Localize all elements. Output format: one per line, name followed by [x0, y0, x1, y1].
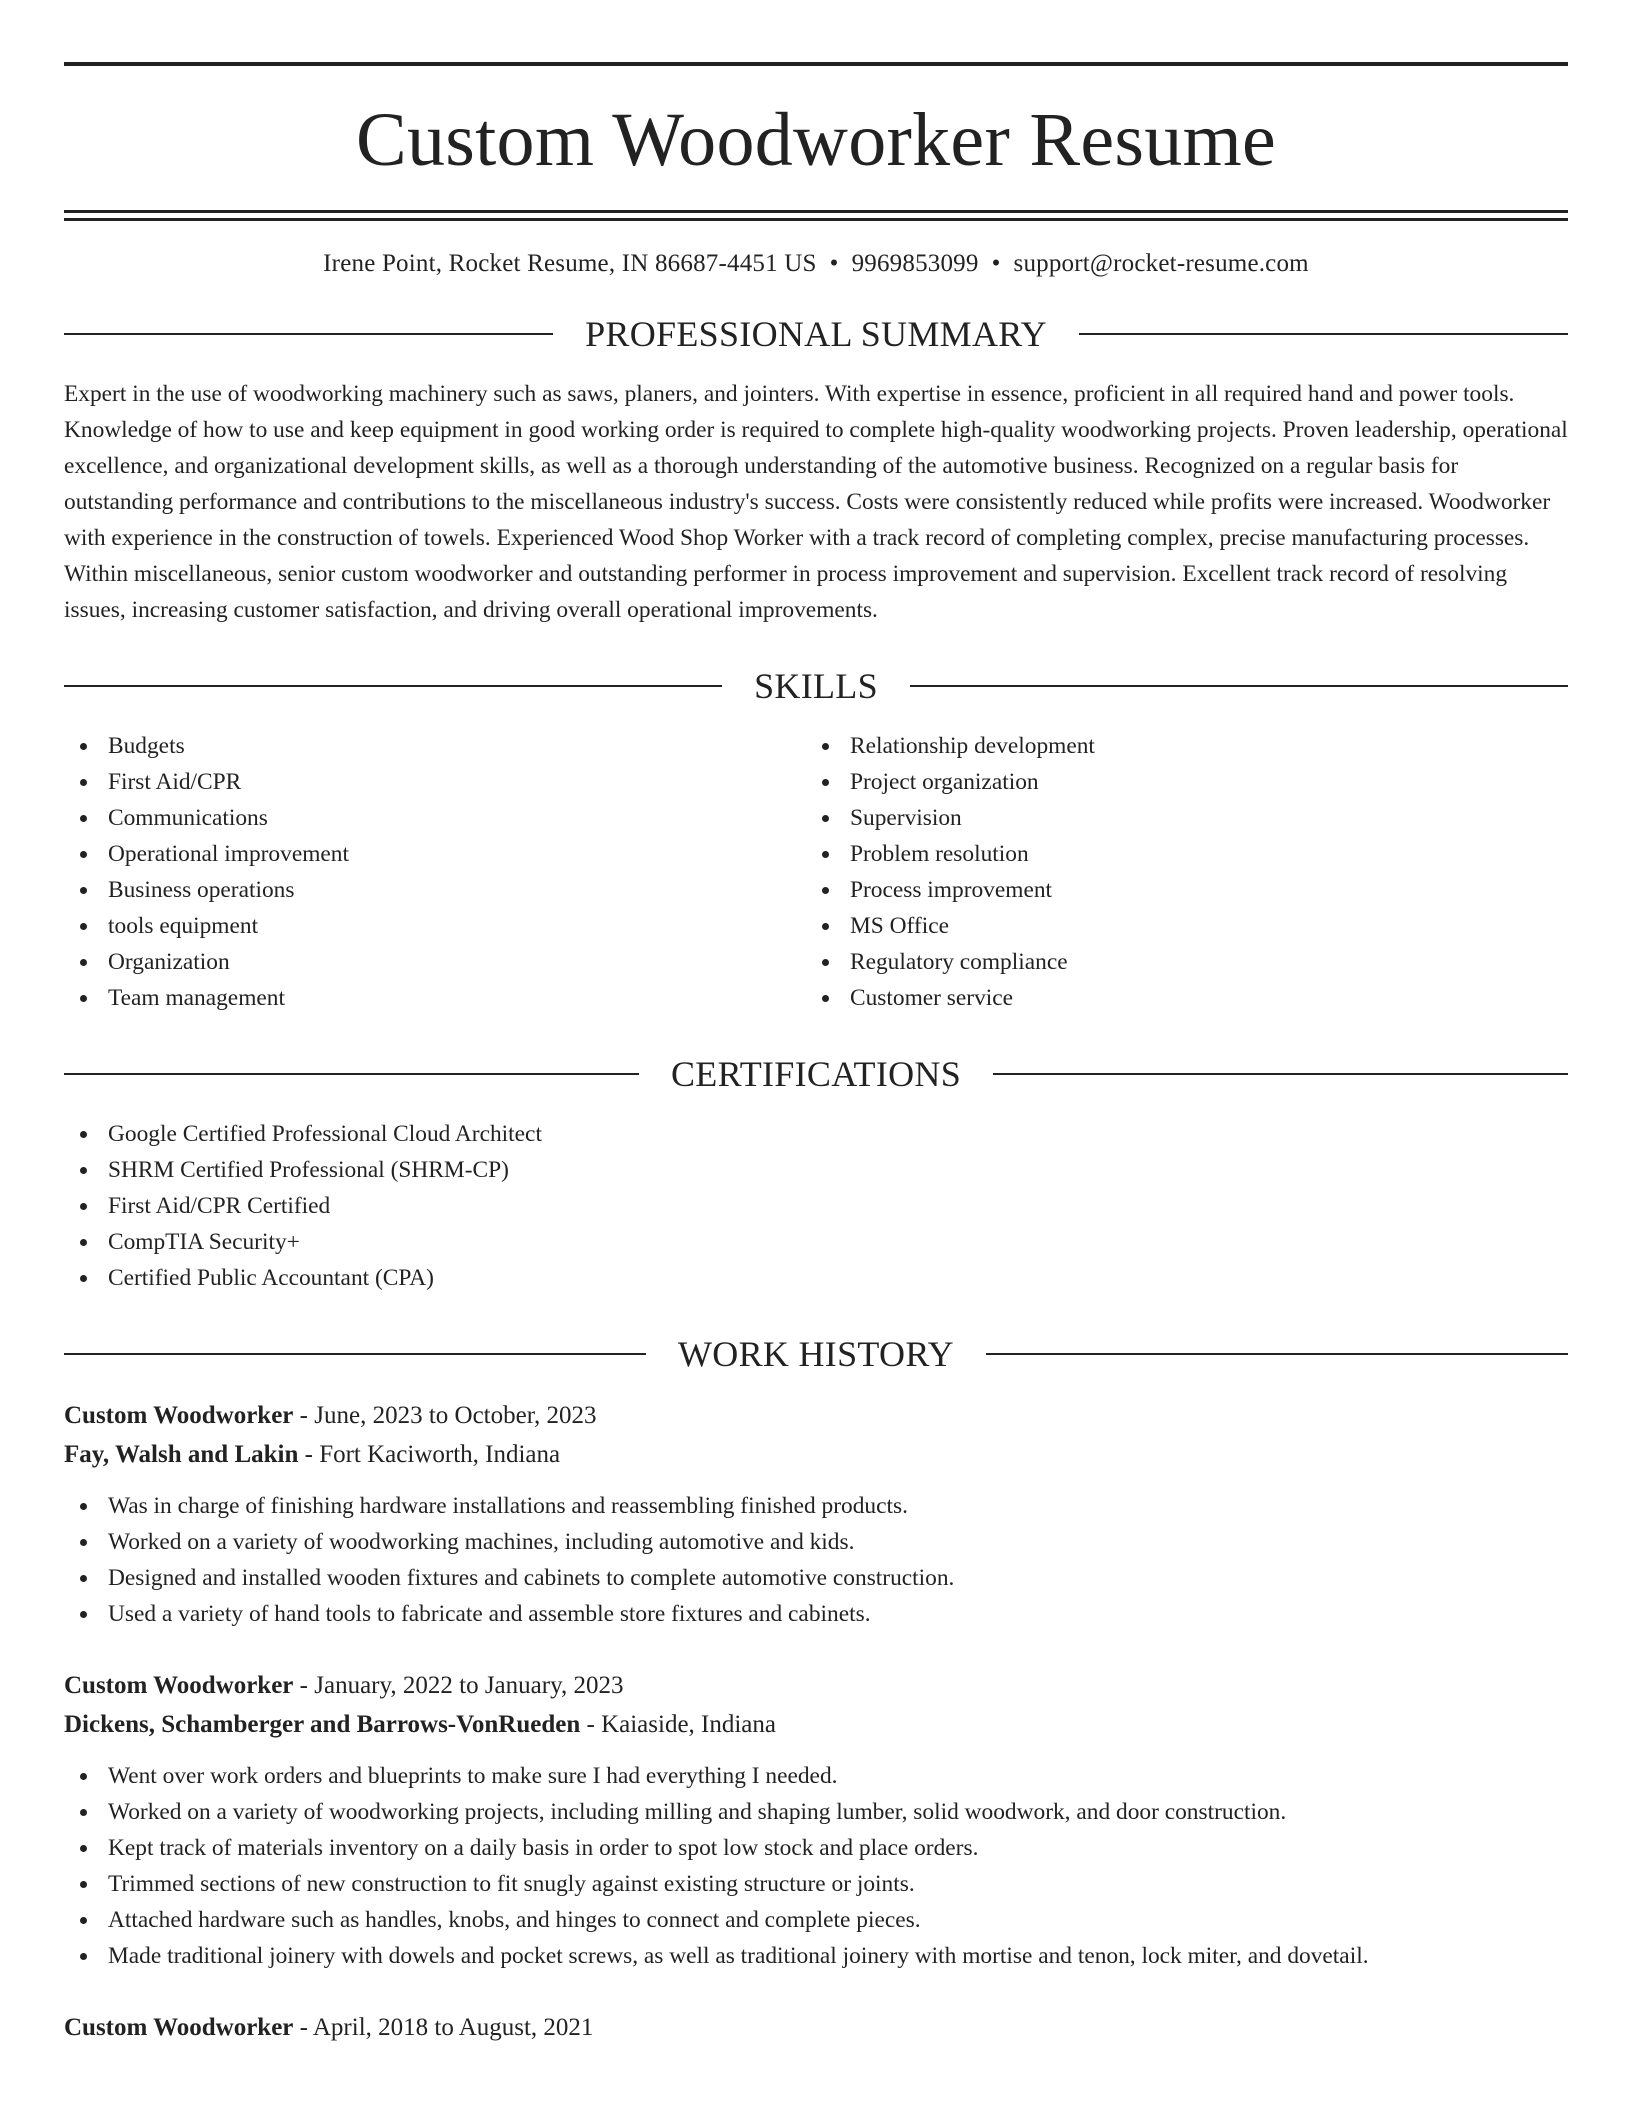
job-role: Custom Woodworker [64, 2014, 294, 2041]
section-rule [910, 685, 1568, 687]
skill-item: First Aid/CPR [64, 764, 806, 800]
skills-list-left [64, 728, 806, 1016]
skill-item: Team management [64, 980, 806, 1016]
job-title-line [64, 2008, 1568, 2047]
work-history-heading: WORK HISTORY [678, 1334, 954, 1374]
skill-item: Regulatory compliance [806, 944, 1548, 980]
job-role: Custom Woodworker [64, 1672, 294, 1699]
job-duty: Attached hardware such as handles, knobs, and hinges to connect and complete pieces. [64, 1902, 1568, 1938]
job-company: Dickens, Schamberger and Barrows-VonRueden [64, 1711, 581, 1738]
job-duties-list [64, 1488, 1568, 1632]
job-duty: Worked on a variety of woodworking projects, including milling and shaping lumber, solid woodwork, and door construction. [64, 1794, 1568, 1830]
section-rule [64, 333, 553, 335]
job-location: - Fort Kaciworth, Indiana [298, 1441, 561, 1468]
job-location: - Kaiaside, Indiana [580, 1711, 777, 1738]
job-entry [64, 1666, 1568, 1974]
certification-item: Certified Public Accountant (CPA) [64, 1260, 1568, 1296]
certification-item: Google Certified Professional Cloud Architect [64, 1116, 1568, 1152]
certifications-list [64, 1116, 1568, 1296]
job-duty: Used a variety of hand tools to fabricate and assemble store fixtures and cabinets. [64, 1596, 1568, 1632]
skill-item: MS Office [806, 908, 1548, 944]
contact-separator: • [829, 250, 839, 277]
skill-item: Supervision [806, 800, 1548, 836]
work-history-section-header [64, 1336, 1568, 1372]
job-duty: Trimmed sections of new construction to fit snugly against existing structure or joints. [64, 1866, 1568, 1902]
skills-grid [64, 728, 1568, 1016]
job-duty: Kept track of materials inventory on a daily basis in order to spot low stock and place orders. [64, 1830, 1568, 1866]
resume-title: Custom Woodworker Resume [355, 98, 1277, 182]
job-title-line [64, 1666, 1568, 1705]
resume-page [64, 62, 1568, 2047]
skill-item: Process improvement [806, 872, 1548, 908]
job-dates: - June, 2023 to October, 2023 [293, 1402, 597, 1429]
title-double-rule [64, 210, 1568, 221]
section-rule [64, 1073, 639, 1075]
skill-item: Organization [64, 944, 806, 980]
summary-section-header [64, 316, 1568, 352]
skills-section-header [64, 668, 1568, 704]
skill-item: Relationship development [806, 728, 1548, 764]
section-rule [993, 1073, 1568, 1075]
summary-heading: PROFESSIONAL SUMMARY [585, 314, 1047, 354]
contact-separator: • [991, 250, 1001, 277]
skill-item: Budgets [64, 728, 806, 764]
job-duty: Went over work orders and blueprints to make sure I had everything I needed. [64, 1758, 1568, 1794]
skills-heading: SKILLS [754, 666, 878, 706]
skill-item: Operational improvement [64, 836, 806, 872]
job-dates: - January, 2022 to January, 2023 [293, 1672, 624, 1699]
job-company: Fay, Walsh and Lakin [64, 1441, 299, 1468]
job-duty: Worked on a variety of woodworking machines, including automotive and kids. [64, 1524, 1568, 1560]
job-duty: Designed and installed wooden fixtures and cabinets to complete automotive construction. [64, 1560, 1568, 1596]
contact-address: Irene Point, Rocket Resume, IN 86687-4451 US [323, 250, 817, 277]
skill-item: Communications [64, 800, 806, 836]
section-rule [64, 1353, 646, 1355]
job-entry [64, 1396, 1568, 1632]
certifications-heading: CERTIFICATIONS [670, 1054, 962, 1094]
certifications-section-header [64, 1056, 1568, 1092]
section-rule [986, 1353, 1568, 1355]
certification-item: CompTIA Security+ [64, 1224, 1568, 1260]
skill-item: Customer service [806, 980, 1548, 1016]
certification-item: SHRM Certified Professional (SHRM-CP) [64, 1152, 1568, 1188]
contact-email: support@rocket-resume.com [1013, 250, 1309, 277]
job-company-line [64, 1705, 1568, 1744]
job-dates: - April, 2018 to August, 2021 [293, 2014, 594, 2041]
skill-item: tools equipment [64, 908, 806, 944]
certification-item: First Aid/CPR Certified [64, 1188, 1568, 1224]
job-title-line [64, 1396, 1568, 1435]
skills-list-right [806, 728, 1548, 1016]
job-entry [64, 2008, 1568, 2047]
contact-line [64, 251, 1568, 276]
job-duties-list [64, 1758, 1568, 1974]
summary-text: Expert in the use of woodworking machinery such as saws, planers, and jointers. With expertise in essence, proficient in all required hand and power tools. Knowledge of how to use and keep equipment in good working order is required to complete high-quality woodworking projects. Proven leadership, operational excellence, and organizational development skills, as well as a thorough understanding of the automotive business. Recognized on a regular basis for outstanding performance and contributions to the miscellaneous industry's success. Costs were consistently reduced while profits were increased. Woodworker with experience in the construction of towels. Experienced Wood Shop Worker with a track record of completing complex, precise manufacturing processes. Within miscellaneous, senior custom woodworker and outstanding performer in process improvement and supervision. Excellent track record of resolving issues, increasing customer satisfaction, and driving overall operational improvements. [64, 381, 1568, 623]
job-role: Custom Woodworker [64, 1402, 294, 1429]
job-company-line [64, 1435, 1568, 1474]
section-rule [64, 685, 722, 687]
job-duty: Made traditional joinery with dowels and pocket screws, as well as traditional joinery with mortise and tenon, lock miter, and dovetail. [64, 1938, 1568, 1974]
contact-phone: 9969853099 [851, 250, 979, 277]
section-rule [1079, 333, 1568, 335]
top-rule [64, 62, 1568, 66]
skill-item: Project organization [806, 764, 1548, 800]
skill-item: Problem resolution [806, 836, 1548, 872]
job-duty: Was in charge of finishing hardware installations and reassembling finished products. [64, 1488, 1568, 1524]
skill-item: Business operations [64, 872, 806, 908]
